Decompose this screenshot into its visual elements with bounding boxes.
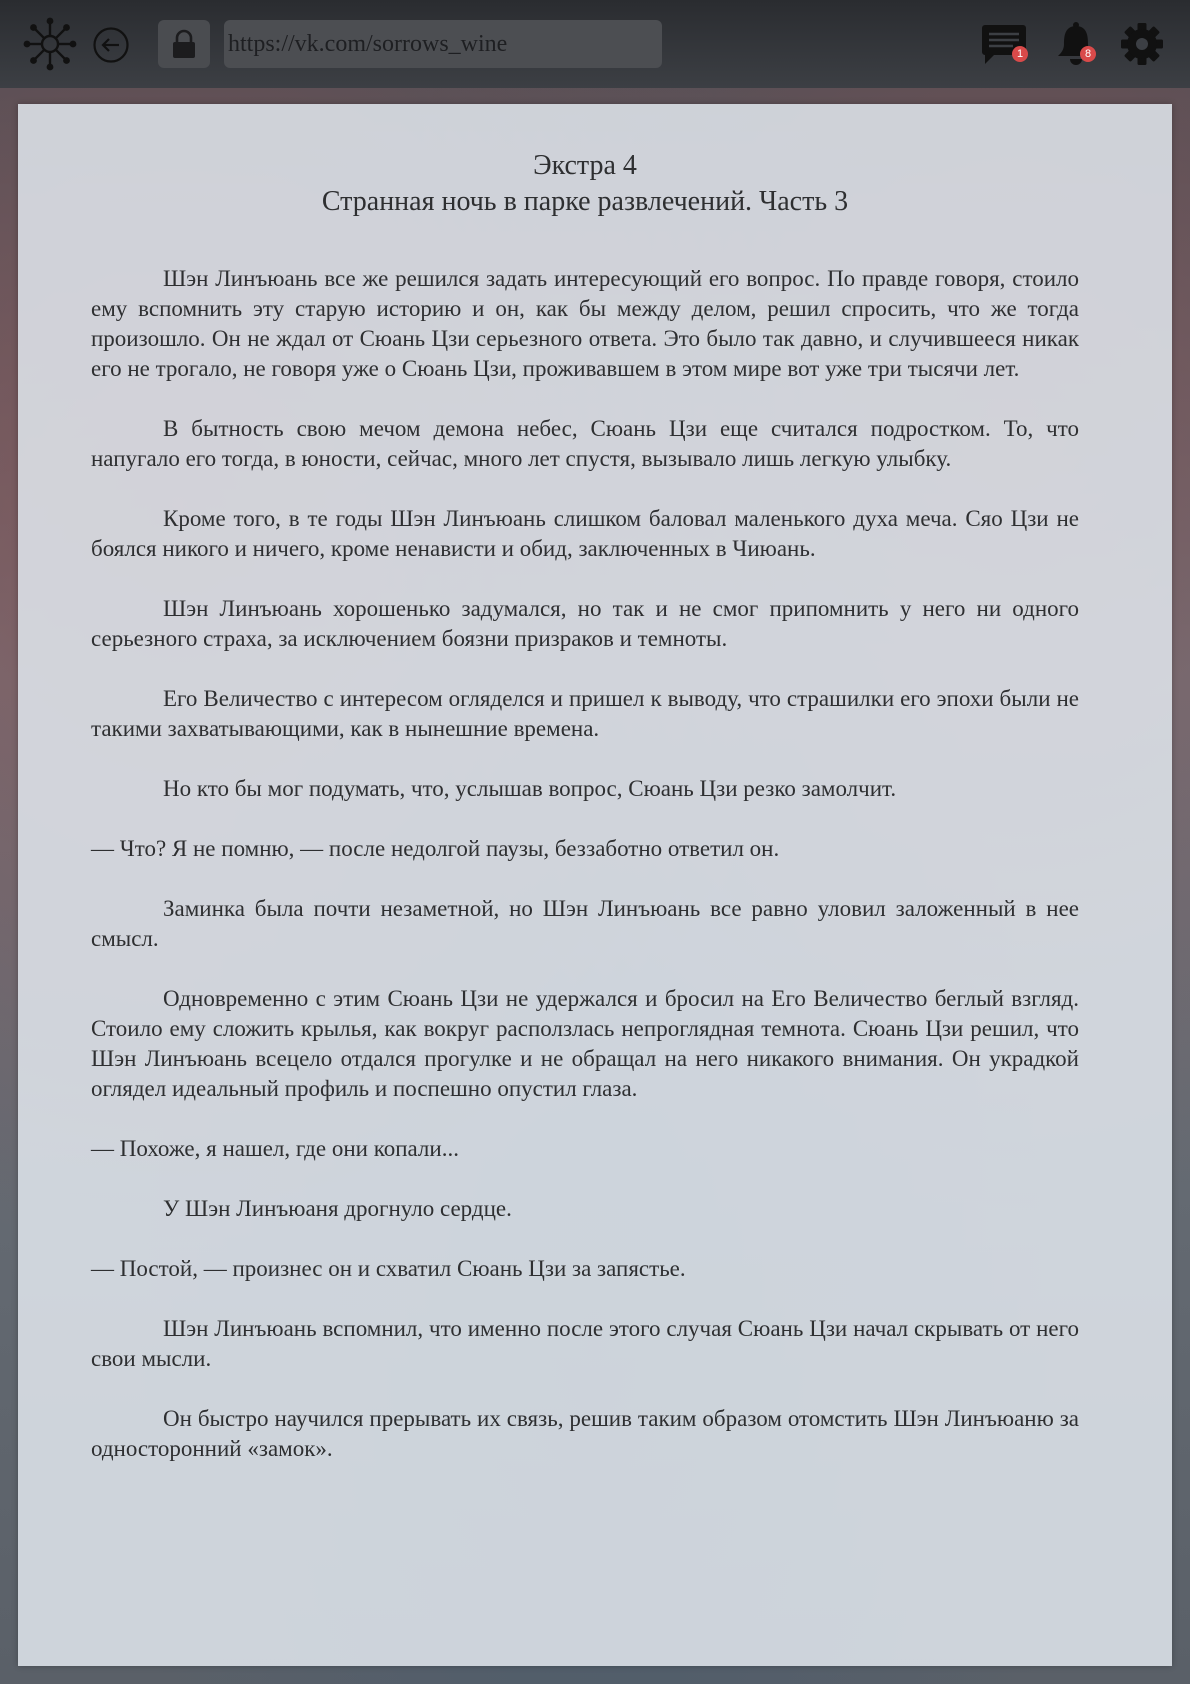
paragraph: Одновременно с этим Сюань Цзи не удержался и бросил на Его Величество беглый взгляд. Стоило ему сложить крылья, как вокруг расползлась непроглядная темнота. Сюань Цзи решил, что Шэн Линъюань всецело отдался прогулке и не обращал на него никакого внимания. Он украдкой оглядел идеальный профиль и поспешно опустил глаза. <box>91 986 1079 1101</box>
document-page <box>18 104 1172 1666</box>
chapter-title-line-1: Экстра 4 <box>533 150 637 181</box>
message-count-badge: 1 <box>1012 46 1028 62</box>
address-bar[interactable] <box>224 20 662 68</box>
lock-icon <box>168 28 200 60</box>
paragraph: Заминка была почти незаметной, но Шэн Линъюань все равно уловил заложенный в нее смысл. <box>91 896 1079 951</box>
chapter-title-line-2: Странная ночь в парке развлечений. Часть 3 <box>321 186 849 217</box>
dialogue-line: — Похоже, я нашел, где они копали... <box>91 1136 459 1161</box>
notification-count-badge: 8 <box>1080 46 1096 62</box>
paragraph: Его Величество с интересом огляделся и пришел к выводу, что страшилки его эпохи были не такими захватывающими, как в нынешние времена. <box>91 686 1079 741</box>
dialogue-line: — Постой, — произнес он и схватил Сюань Цзи за запястье. <box>91 1256 686 1281</box>
lock-button[interactable] <box>158 20 210 68</box>
chapter-text <box>91 264 1079 1464</box>
paragraph: Шэн Линъюань все же решился задать интересующий его вопрос. По правде говоря, стоило ему вспомнить эту старую историю и он, как бы между делом, решил спросить, что же тогда произошло. Он не ждал от Сюань Цзи серьезного ответа. Это было так давно, и случившееся никак его не трогало, не говоря уже о Сюань Цзи, проживавшем в этом мире вот уже три тысячи лет. <box>91 266 1079 381</box>
paragraph: Кроме того, в те годы Шэн Линъюань слишком баловал маленького духа меча. Сяо Цзи не боялся никого и ничего, кроме ненависти и обид, заключенных в Чиюань. <box>91 506 1079 561</box>
paragraph: Шэн Линъюань хорошенько задумался, но так и не смог припомнить у него ни одного серьезного страха, за исключением боязни призраков и темноты. <box>91 596 1079 651</box>
gear-icon[interactable] <box>1120 22 1164 66</box>
paragraph: Но кто бы мог подумать, что, услышав вопрос, Сюань Цзи резко замолчит. <box>163 776 897 801</box>
dialogue-line: — Что? Я не помню, — после недолгой паузы, беззаботно ответил он. <box>91 836 780 861</box>
document-content <box>91 148 1079 1494</box>
browser-toolbar <box>0 0 1190 88</box>
network-logo-icon[interactable] <box>22 16 78 72</box>
paragraph: У Шэн Линъюаня дрогнуло сердце. <box>163 1196 512 1221</box>
paragraph: В бытность свою мечом демона небес, Сюань Цзи еще считался подростком. То, что напугало его тогда, в юности, сейчас, много лет спустя, вызывало лишь легкую улыбку. <box>91 416 1079 471</box>
paragraph: Он быстро научился прерывать их связь, решив таким образом отомстить Шэн Линъюаню за односторонний «замок». <box>91 1406 1079 1461</box>
url-text: https://vk.com/sorrows_wine <box>228 31 508 57</box>
paragraph: Шэн Линъюань вспомнил, что именно после этого случая Сюань Цзи начал скрывать от него свои мысли. <box>91 1316 1079 1371</box>
chapter-title <box>91 148 1079 220</box>
back-arrow-icon[interactable] <box>92 26 130 64</box>
